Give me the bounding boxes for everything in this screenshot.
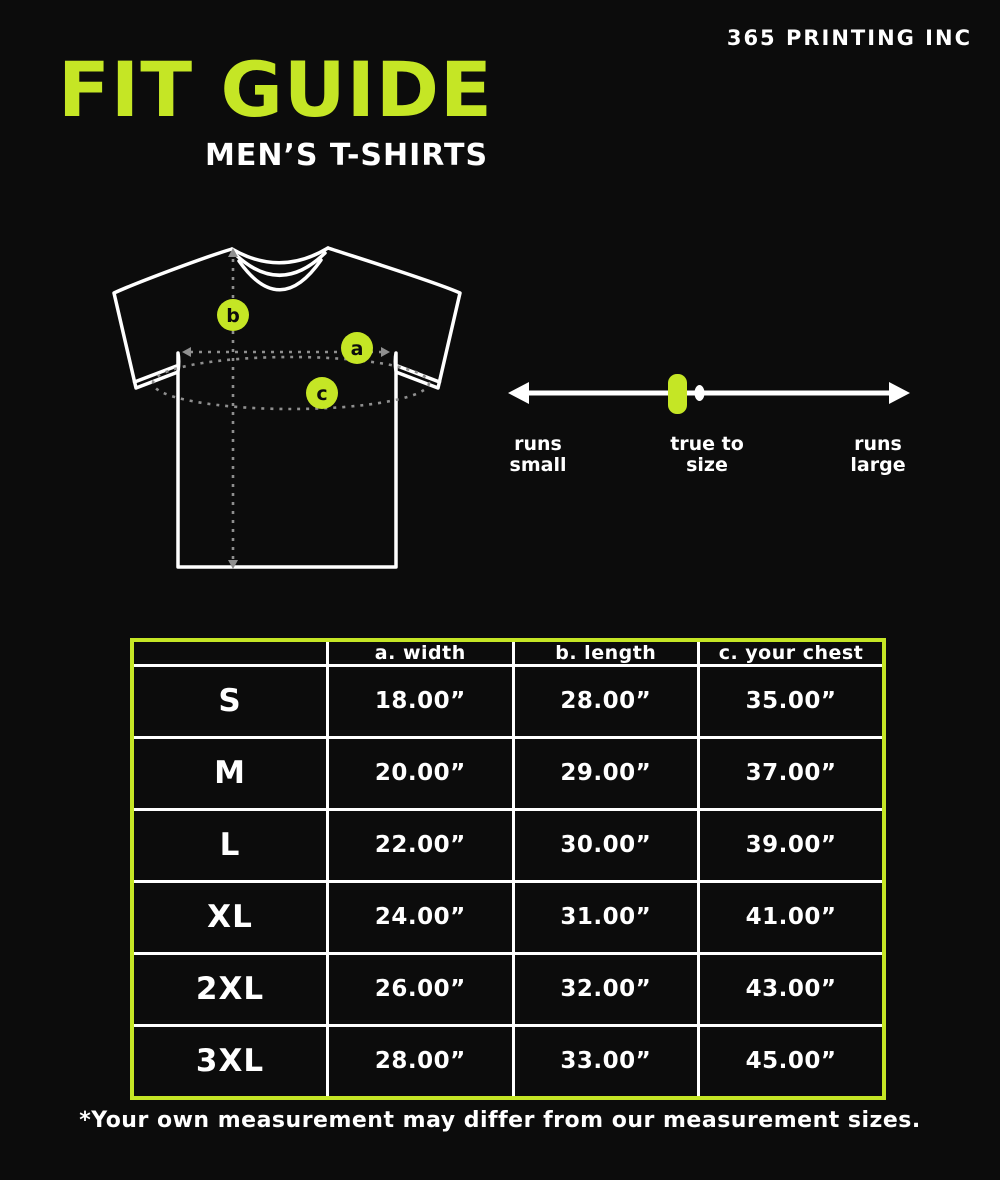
fit-scale-svg xyxy=(505,368,913,422)
size-label: L xyxy=(132,809,328,881)
table-row xyxy=(132,809,884,881)
length-value: 28.00” xyxy=(513,666,699,738)
width-value: 20.00” xyxy=(328,737,514,809)
table-row xyxy=(132,881,884,953)
scale-arrow-right-icon xyxy=(889,382,910,404)
collar-outer-arc xyxy=(232,248,328,263)
table-row xyxy=(132,1025,884,1098)
page-title: FIT GUIDE xyxy=(58,45,493,134)
chest-measure-ellipse xyxy=(153,357,429,409)
length-value: 31.00” xyxy=(513,881,699,953)
size-table xyxy=(130,638,886,1100)
length-value: 32.00” xyxy=(513,953,699,1025)
width-value: 28.00” xyxy=(328,1025,514,1098)
length-value: 29.00” xyxy=(513,737,699,809)
chest-value: 37.00” xyxy=(699,737,884,809)
header-length: b. length xyxy=(513,640,699,666)
header-size xyxy=(132,640,328,666)
tshirt-outline xyxy=(114,248,460,567)
scale-dot-icon xyxy=(695,385,705,401)
length-value: 30.00” xyxy=(513,809,699,881)
chest-value: 45.00” xyxy=(699,1025,884,1098)
scale-label-runs-large xyxy=(850,434,905,476)
true-to-size-indicator xyxy=(668,374,687,414)
marker-b-label: b xyxy=(226,305,240,327)
scale-label-runs-small xyxy=(510,434,567,476)
size-label: 2XL xyxy=(132,953,328,1025)
width-value: 18.00” xyxy=(328,666,514,738)
header-width: a. width xyxy=(328,640,514,666)
size-table-container xyxy=(130,638,886,1100)
scale-arrow-left-icon xyxy=(508,382,529,404)
marker-c-label: c xyxy=(316,383,328,405)
fit-scale xyxy=(505,368,913,498)
length-value: 33.00” xyxy=(513,1025,699,1098)
chest-value: 43.00” xyxy=(699,953,884,1025)
marker-a-label: a xyxy=(350,338,364,360)
tshirt-diagram-svg xyxy=(100,235,465,580)
width-arrow-right-icon xyxy=(381,347,390,357)
runs-large-line1: runs xyxy=(854,433,902,455)
runs-large-line2: large xyxy=(850,453,906,476)
measurement-disclaimer: *Your own measurement may differ from our measurement sizes. xyxy=(79,1108,921,1133)
page-subtitle: MEN’S T-SHIRTS xyxy=(205,138,489,173)
brand-name: 365 PRINTING INC xyxy=(726,26,972,50)
table-row xyxy=(132,737,884,809)
size-label: XL xyxy=(132,881,328,953)
chest-value: 35.00” xyxy=(699,666,884,738)
scale-label-true-to-size xyxy=(670,434,744,476)
header-chest: c. your chest xyxy=(699,640,884,666)
true-to-size-line2: size xyxy=(686,453,728,476)
width-value: 26.00” xyxy=(328,953,514,1025)
table-row xyxy=(132,666,884,738)
width-arrow-left-icon xyxy=(182,347,191,357)
size-label: M xyxy=(132,737,328,809)
tshirt-measurement-diagram xyxy=(100,235,465,580)
width-value: 22.00” xyxy=(328,809,514,881)
runs-small-line2: small xyxy=(509,453,567,476)
width-value: 24.00” xyxy=(328,881,514,953)
size-label: 3XL xyxy=(132,1025,328,1098)
true-to-size-line1: true to xyxy=(670,433,744,455)
chest-value: 39.00” xyxy=(699,809,884,881)
size-table-header-row xyxy=(132,640,884,666)
chest-value: 41.00” xyxy=(699,881,884,953)
table-row xyxy=(132,953,884,1025)
size-label: S xyxy=(132,666,328,738)
runs-small-line1: runs xyxy=(514,433,562,455)
